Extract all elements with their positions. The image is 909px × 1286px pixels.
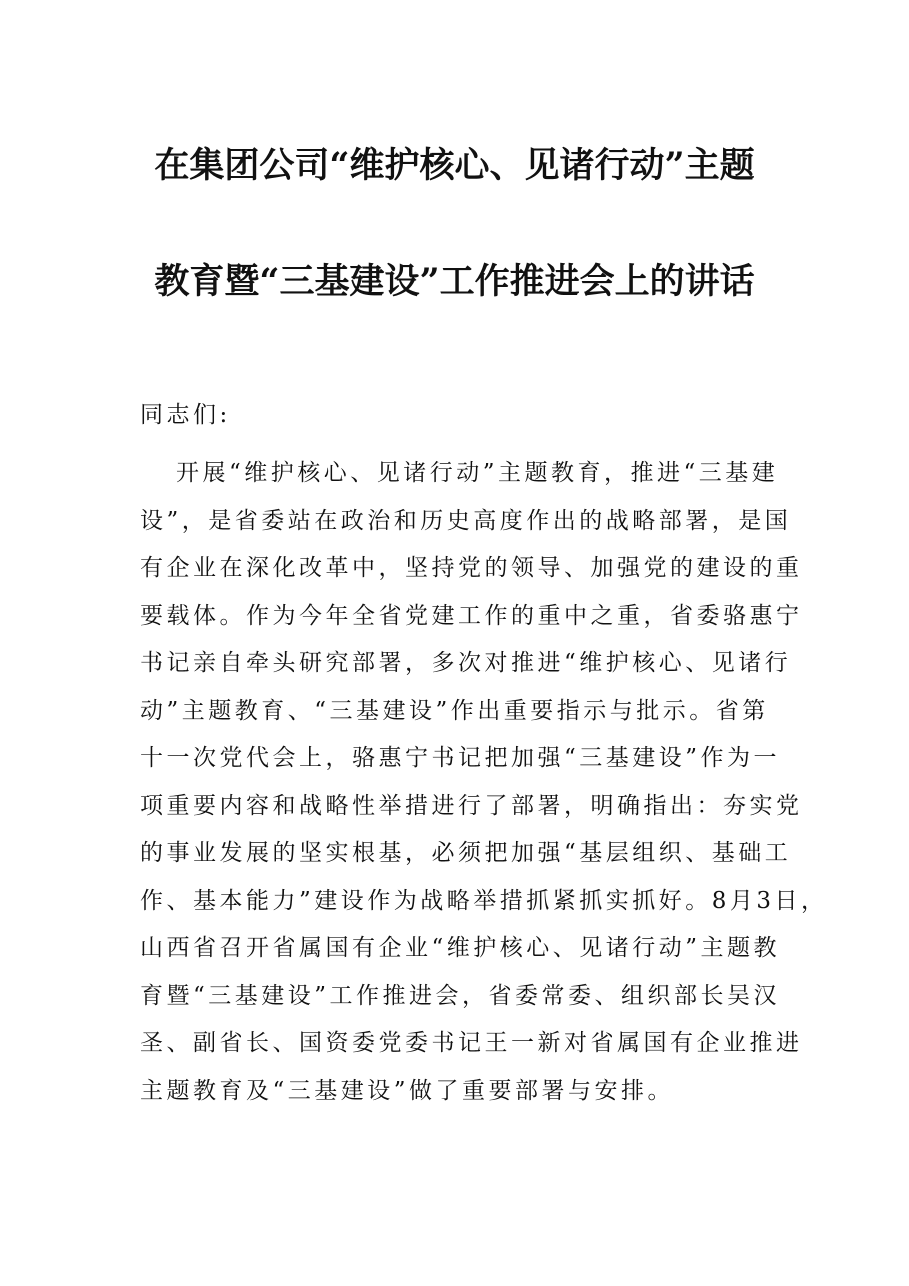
paragraph-line: 动”主题教育、“三基建设”作出重要指示与批示。省第	[140, 697, 769, 724]
paragraph-line: 育暨“三基建设”工作推进会，省委常委、组织部长吴汉	[140, 982, 781, 1009]
paragraph-line: 项重要内容和战略性举措进行了部署，明确指出：夯实党	[140, 792, 803, 819]
document-title-line-2: 教育暨“三基建设”工作推进会上的讲话	[154, 261, 755, 302]
paragraph-line: 山西省召开省属国有企业“维护核心、见诸行动”主题教	[140, 935, 781, 961]
paragraph-line: 主题教育及“三基建设”做了重要部署与安排。	[140, 1077, 675, 1104]
salutation: 同志们:	[140, 402, 231, 428]
paragraph-line: 书记亲自牵头研究部署，多次对推进“维护核心、见诸行	[140, 650, 792, 676]
paragraph-line: 作、基本能力”建设作为战略举措抓紧抓实抓好。8月3日，	[140, 887, 828, 914]
paragraph-line: 圣、副省长、国资委党委书记王一新对省属国有企业推进	[140, 1030, 803, 1056]
paragraph-line: 设”，是省委站在政治和历史高度作出的战略部署，是国	[140, 507, 792, 534]
paragraph-line: 的事业发展的坚实根基，必须把加强“基层组织、基础工	[140, 840, 792, 866]
document-title-line-1: 在集团公司“维护核心、见诸行动”主题	[154, 145, 755, 186]
paragraph-line: 要载体。作为今年全省党建工作的重中之重，省委骆惠宁	[140, 602, 803, 629]
paragraph-line: 十一次党代会上，骆惠宁书记把加强“三基建设”作为一	[140, 745, 781, 771]
paragraph-line: 开展“维护核心、见诸行动”主题教育，推进“三基建	[176, 460, 779, 486]
paragraph-line: 有企业在深化改革中，坚持党的领导、加强党的建设的重	[140, 555, 803, 581]
body-paragraph	[140, 450, 828, 1115]
